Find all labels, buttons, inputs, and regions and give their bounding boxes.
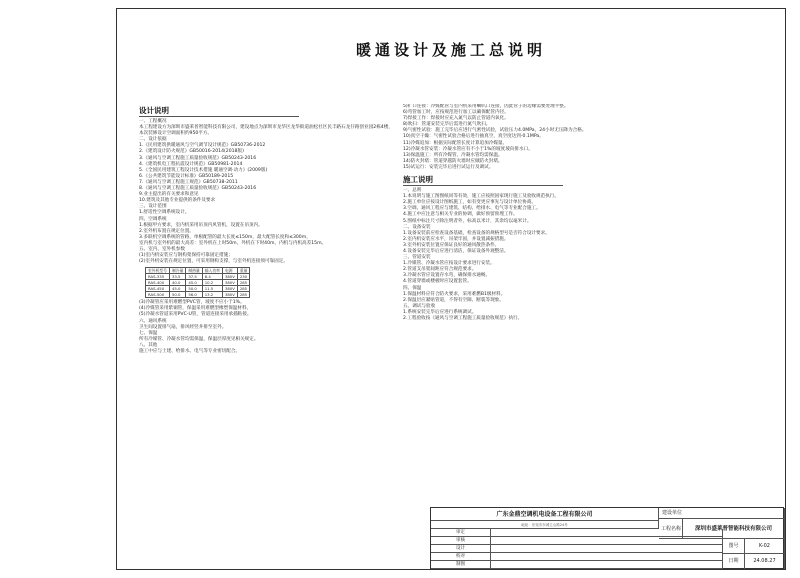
right.lines2-line: 四、保温 <box>403 285 422 291</box>
left.lines-line: 室内机与室外机的最大高差：室外机在上时50m，外机在下时40m，内机与内机高差15m。 <box>139 240 327 246</box>
right.lines2-line: 2.施工单位应按设计图纸施工，如有变更应事先与设计单位协商。 <box>403 200 537 206</box>
right.lines2-line: 3.冷凝水管应设置存水弯，确保排水通畅。 <box>403 273 491 279</box>
table-cell: RAS-335 <box>146 274 170 280</box>
left.lines-line: 3.多联机空调系统的管路，单根配管的最大长度≤150m，最大配管长度和≤300m， <box>139 234 311 240</box>
right.lines2-line: 三、管道安装 <box>403 255 431 261</box>
table-cell: 285 <box>237 292 250 298</box>
left.lines2-line: 所有冷媒管、冷凝水管均需保温，保温层厚度见相关规定。 <box>139 336 259 342</box>
right.lines2-line: 2.室内机安装应水平，吊架牢固，并设置减振措施。 <box>403 236 509 242</box>
table-cell: 380V <box>222 274 237 280</box>
right.lines2-line: 3.室外机安装位置应保证良好的通风散热条件。 <box>403 242 500 248</box>
left.lines-line: 9.业主提出的有关要求和意见 <box>139 192 199 198</box>
right.lines2-line: 5.图纸中标注尺寸除注明者外，标高以米计，其余均以毫米计。 <box>403 218 532 224</box>
role-signature <box>491 537 723 545</box>
left.lines2-line: 八、其他 <box>139 342 158 348</box>
table-body <box>146 274 250 298</box>
equipment-table <box>145 267 250 298</box>
right-lines-2 <box>403 188 673 322</box>
drawing-sheet <box>116 8 786 570</box>
sheet-title: 暖通设计及施工总说明 <box>355 41 546 59</box>
date-value: 24.08.27 <box>745 554 785 569</box>
role-label: 设计 <box>431 545 491 553</box>
left.lines-line: 6.《公共建筑节能设计标准》GB50189-2015 <box>139 173 234 179</box>
right.lines-line: 9)气密性试验：施工完毕后应进行气密性试验，试验压力4.0MPa，24小时无压降为合格。 <box>403 128 587 134</box>
left.lines-line: 7.《通风与空调工程施工规范》GB50738-2011 <box>139 179 238 185</box>
left.lines-line: 二、设计依据 <box>139 137 167 143</box>
right.lines2-line: 1.本说明与施工图图纸同等有效，施工应按照国家现行施工及验收规范执行。 <box>403 194 559 200</box>
table-cell: 230 <box>237 274 250 280</box>
table-header-cell: 制热量 <box>186 268 202 274</box>
table-cell: 13.2 <box>202 292 222 298</box>
role-signature <box>491 529 723 537</box>
left.lines-line: 本工程建设方为深圳市盛莱普智能科技有限公司，建设地点为深圳市龙华区龙华街道油松社区民丰路石龙仔路创业园2栋4楼， <box>139 125 393 131</box>
right.lines2-line: 4.施工中应注意与相关专业的协调，做好预留预埋工作。 <box>403 212 518 218</box>
right.lines-line: 10)真空干燥：气密性试验合格后进行抽真空，真空度达到-0.1MPa。 <box>403 134 544 140</box>
table-cell: 50.0 <box>169 292 185 298</box>
right.lines-line: 14)防火封堵：管道穿越防火墙时应做防火封堵。 <box>403 158 503 164</box>
left-column <box>139 104 397 544</box>
role-label: 审核 <box>431 537 491 545</box>
construction-notes-heading: 施工说明 <box>403 175 563 186</box>
right.lines2-line: 2.管道支吊架间距应符合规范要求。 <box>403 267 477 273</box>
left.lines-line: 8.《通风与空调工程施工质量验收规范》GB50243-2016 <box>139 186 257 192</box>
left.lines-line: (2)室外机安装在规定位置，可采用钢构支撑，与室外机连接须可靠固定。 <box>139 259 288 265</box>
table-cell: RAS-500 <box>146 292 170 298</box>
project-name: 深圳市盛莱普智能科技有限公司 <box>683 519 785 539</box>
left.lines-line: 3.《通风与空调工程施工质量验收规范》GB50243-2016 <box>139 155 257 161</box>
right.lines2-line: 1.系统安装完毕后应进行系统调试。 <box>403 309 477 315</box>
left.lines-line: 10.建筑及其他专业提供的条件及要求 <box>139 198 216 204</box>
left.lines2-line: (3)冷凝管应采用难燃型PVC管，坡度不应小于1%。 <box>139 300 245 306</box>
table-cell: 50.0 <box>186 286 202 292</box>
right.lines2-line: 一、总则 <box>403 188 422 194</box>
left-lines-2 <box>139 300 397 355</box>
right.lines2-line: 2.工程验收按《通风与空调工程施工质量验收规范》执行。 <box>403 316 523 321</box>
right.lines2-line: 五、调试与验收 <box>403 303 436 309</box>
role-label: 审定 <box>431 529 491 537</box>
left.lines-line: 5.《全国民用建筑工程设计技术措施 暖通空调·动力》(2009版) <box>139 167 268 173</box>
left.lines-line: 一、工程概况 <box>139 119 167 124</box>
company-note: 地址：东莞市东城主山路24号 <box>431 521 659 529</box>
table-cell: 8.4 <box>202 274 222 280</box>
left.lines-line: 2.《建筑设计防火规范》GB50016-2014(2018版) <box>139 149 244 155</box>
table-cell: 285 <box>237 280 250 286</box>
drawing-no: K-02 <box>745 539 785 554</box>
left.lines2-line: 七、保温 <box>139 330 158 336</box>
design-notes-heading: 设计说明 <box>139 106 299 117</box>
date-label: 日期 <box>723 554 745 569</box>
left.lines-line: 三、设计范围 <box>139 204 167 210</box>
table-cell: RAS-400 <box>146 280 170 286</box>
left.lines-line: 四、空调系统 <box>139 216 167 222</box>
right-lines <box>403 104 673 171</box>
right.lines-line: 5)扩口连接：冷媒配管与室内机采用喇叭口连接，因此管子的边缘需要处理平整。 <box>403 104 569 109</box>
table-header-cell: 室外机型号 <box>146 268 170 274</box>
role-signature <box>491 561 723 569</box>
right.lines2-line: 2.保温层应紧贴管道，不得有空隙、断裂等现象。 <box>403 297 504 303</box>
table-cell: 37.5 <box>186 274 202 280</box>
right.lines2-line: 1.设备安装前应检查设备基础，检查设备的规格型号是否符合设计要求。 <box>403 230 550 236</box>
drawing-no-label: 图号 <box>723 539 745 554</box>
table-header-cell: 重量 <box>237 268 250 274</box>
right.lines2-line: 二、设备安装 <box>403 224 431 230</box>
right.lines-line: 12)冷凝水管安装：冷凝水管应有不小于1%的坡度坡向排水口。 <box>403 146 533 152</box>
role-signature <box>491 545 723 553</box>
left.lines2-line: 六、通风系统 <box>139 318 167 324</box>
left.lines-line: 1.《民用建筑供暖通风与空气调节设计规范》GB50736-2012 <box>139 143 266 149</box>
right.lines-line: 13)保温施工：所有冷媒管、冷凝水管均需保温。 <box>403 152 503 158</box>
design-company: 广东金鼎空调机电设备工程有限公司 <box>431 508 659 521</box>
left-lines <box>139 119 397 265</box>
table-row <box>146 292 250 298</box>
project-label: 工程名称 <box>659 519 683 539</box>
role-signature <box>491 553 723 561</box>
left.lines-line: 1.舒适性空调系统设计。 <box>139 210 190 216</box>
table-header-cell: 输入功率 <box>202 268 222 274</box>
left.lines-line: 1.根据甲方要求，室内机采用吊顶内风管机，设置在吊顶内。 <box>139 222 263 228</box>
left.lines-line: 本次装修设计空调面积约950平方。 <box>139 131 213 137</box>
table-cell: 11.5 <box>202 286 222 292</box>
left.lines2-line: (4)冷媒管采用紫铜管，保温采用难燃型橡塑保温材料。 <box>139 306 252 312</box>
left.lines-line: (1)室内机安装应与钢构架保持可靠固定措施； <box>139 253 233 259</box>
table-cell: 380V <box>222 286 237 292</box>
right.lines2-line: 1.保温材料应符合防火要求，采用难燃B1级材料。 <box>403 291 506 297</box>
right.lines-line: 7)焊接工作：焊接时应充入氮气以防止管道内氧化。 <box>403 116 509 122</box>
role-label: 制图 <box>431 561 491 569</box>
table-cell: 380V <box>222 280 237 286</box>
table-cell: 10.2 <box>202 280 222 286</box>
client-label: 建设单位 <box>659 508 785 519</box>
table-cell: 380V <box>222 292 237 298</box>
left.lines2-line: 卫生间设置排气扇，排风经竖井排至室外。 <box>139 324 227 330</box>
table-cell: 40.0 <box>169 280 185 286</box>
right.lines2-line: 4.管道穿墙或楼板时应设置套管。 <box>403 279 472 285</box>
left.lines-line: 4.《建筑机电工程抗震设计规范》GB50981-2014 <box>139 161 243 167</box>
table-cell: 285 <box>237 286 250 292</box>
right.lines-line: 8)吹扫：管道安装完毕后需进行氮气吹扫。 <box>403 122 491 128</box>
table-cell: 45.0 <box>169 286 185 292</box>
title-block <box>430 507 784 569</box>
table-cell: 33.5 <box>169 274 185 280</box>
table-cell: RAS-450 <box>146 286 170 292</box>
table-header-cell: 电源 <box>222 268 237 274</box>
right.lines-line: 6)弯管加工时，应按规范进行加工以确保配管内径。 <box>403 110 509 116</box>
role-label: 校对 <box>431 553 491 561</box>
right-column <box>403 104 673 544</box>
table-cell: 56.0 <box>186 292 202 298</box>
right.lines2-line: 1.冷媒管、冷凝水管应按设计要求进行安装。 <box>403 261 495 267</box>
table-header-cell: 制冷量 <box>169 268 185 274</box>
right.lines-line: 11)冷媒追加：根据实际配管长度计算追加冷媒量。 <box>403 140 508 146</box>
right.lines2-line: 3.空调、通风工程应与建筑、结构、给排水、电气等专业配合施工。 <box>403 206 541 212</box>
right.lines2-line: 4.设备安装完毕后应进行清洁，保证设备外观整洁。 <box>403 248 509 254</box>
table-cell: 45.0 <box>186 280 202 286</box>
left.lines2-line: (5)冷凝水管道采用PVC-U管，管道连接采用承插粘接。 <box>139 312 252 318</box>
left.lines-line: 2.室外机布置在规定位置。 <box>139 228 194 234</box>
left.lines2-line: 施工中应与土建、给排水、电气等专业密切配合。 <box>139 349 241 354</box>
left.lines-line: 五、室内、室外机参数 <box>139 246 185 252</box>
right.lines-line: 15)试运行：安装完毕后进行试运行及调试。 <box>403 164 494 170</box>
